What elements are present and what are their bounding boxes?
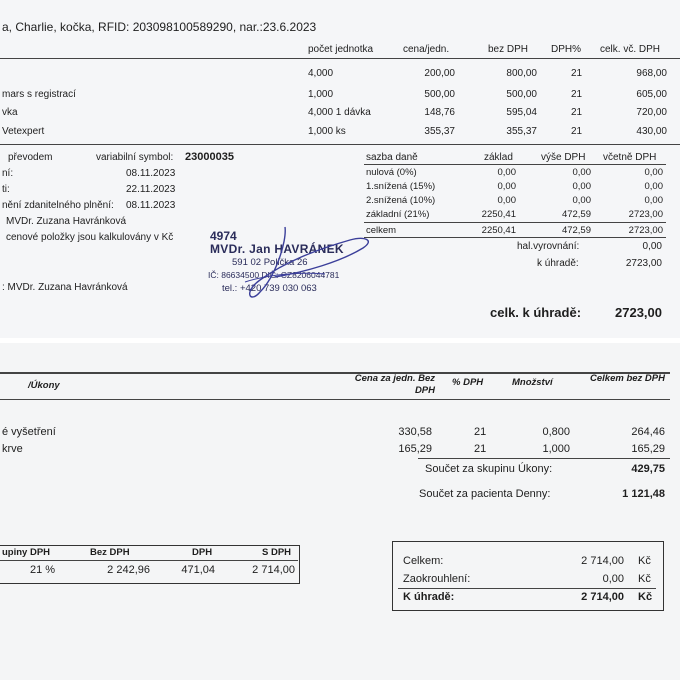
vat-sum-vat: 471,04 bbox=[181, 564, 215, 576]
item-vat: 21 bbox=[571, 126, 583, 137]
vat-col-rate: sazba daně bbox=[366, 152, 418, 163]
item-vat: 21 bbox=[571, 89, 583, 100]
vat-sum-col-vat: DPH bbox=[192, 547, 213, 558]
item-qty: 4,000 1 dávka bbox=[308, 107, 371, 118]
table-header-rule bbox=[0, 58, 680, 59]
due-date: 22.11.2023 bbox=[126, 184, 176, 195]
stamp-ids: IČ: 86634500 DIČ: CZ8206044781 bbox=[208, 270, 340, 280]
rounding-currency: Kč bbox=[638, 573, 651, 585]
vat-bottom-rule bbox=[364, 237, 666, 238]
col-net-header: bez DPH bbox=[488, 44, 529, 55]
signer-name: : MVDr. Zuzana Havránková bbox=[2, 282, 128, 293]
stamp-number: 4974 bbox=[210, 229, 237, 243]
rounding-label: hal.vyrovnání: bbox=[517, 241, 580, 252]
issuer-name: MVDr. Zuzana Havránková bbox=[6, 216, 127, 227]
topay-label: k úhradě: bbox=[537, 258, 579, 269]
taxable-date: 08.11.2023 bbox=[126, 200, 176, 211]
vat-header-rule bbox=[364, 164, 666, 165]
col-vat-header: % DPH bbox=[452, 377, 484, 388]
vat-sum-net: 2 242,96 bbox=[107, 564, 150, 576]
stamp-address: 591 02 Polička 26 bbox=[232, 257, 308, 268]
header-bottom-rule bbox=[0, 399, 670, 400]
col-services-header: /Úkony bbox=[28, 380, 60, 391]
group-sum-rule bbox=[418, 458, 670, 459]
total-currency: Kč bbox=[638, 555, 651, 567]
vat-col-vat: výše DPH bbox=[541, 152, 586, 163]
vat-sum-col-gross: S DPH bbox=[262, 547, 292, 558]
item-net: 595,04 bbox=[506, 107, 537, 118]
col-total-header: Celkem bez DPH bbox=[590, 373, 665, 384]
totals-rule bbox=[398, 588, 656, 589]
grand-total-value: 2723,00 bbox=[615, 305, 662, 320]
item-name: Vetexpert bbox=[2, 126, 45, 137]
vat-rate-label: základní (21%) bbox=[366, 209, 430, 220]
vat-rate-label: 2.snížená (10%) bbox=[366, 195, 436, 206]
service-qty: 1,000 bbox=[542, 443, 570, 455]
service-total: 264,46 bbox=[631, 426, 665, 438]
item-total: 605,00 bbox=[636, 89, 667, 100]
vat-sum-col-net: Bez DPH bbox=[90, 547, 130, 558]
to-pay-currency: Kč bbox=[638, 591, 653, 603]
taxable-label: nění zdanitelného plnění: bbox=[2, 200, 114, 211]
signature-scribble bbox=[215, 222, 390, 312]
vat-base: 0,00 bbox=[497, 167, 516, 178]
to-pay-label: K úhradě: bbox=[403, 591, 455, 603]
patient-sum-value: 1 121,48 bbox=[622, 488, 665, 500]
item-name: vka bbox=[2, 107, 18, 118]
item-price: 355,37 bbox=[424, 126, 455, 137]
vat-sum-gross: 2 714,00 bbox=[252, 564, 295, 576]
vat-summary-rule bbox=[0, 560, 298, 561]
to-pay-value: 2 714,00 bbox=[581, 591, 624, 603]
vat-sum-base: 2250,41 bbox=[481, 225, 516, 236]
vat-amount: 472,59 bbox=[561, 209, 591, 220]
item-price: 148,76 bbox=[424, 107, 455, 118]
vat-total: 2723,00 bbox=[628, 209, 663, 220]
item-net: 500,00 bbox=[506, 89, 537, 100]
vat-amount: 0,00 bbox=[572, 167, 591, 178]
vat-base: 2250,41 bbox=[481, 209, 516, 220]
service-qty: 0,800 bbox=[542, 426, 570, 438]
vs-value: 23000035 bbox=[185, 151, 234, 163]
table-bottom-rule bbox=[0, 144, 680, 145]
item-qty: 1,000 bbox=[308, 89, 334, 100]
vat-base: 0,00 bbox=[497, 181, 516, 192]
rounding-value: 0,00 bbox=[602, 573, 624, 585]
item-net: 355,37 bbox=[506, 126, 537, 137]
item-price: 200,00 bbox=[424, 68, 455, 79]
header-top-rule bbox=[0, 372, 670, 374]
issued-date: 08.11.2023 bbox=[126, 168, 176, 179]
item-total: 430,00 bbox=[636, 126, 667, 137]
vat-col-total: včetně DPH bbox=[603, 152, 657, 163]
vat-total: 0,00 bbox=[644, 195, 663, 206]
vat-total: 0,00 bbox=[644, 167, 663, 178]
stamp-phone: tel.: +420 739 030 063 bbox=[222, 283, 317, 294]
currency-note: cenové položky jsou kalkulovány v Kč bbox=[6, 232, 174, 243]
vat-base: 0,00 bbox=[497, 195, 516, 206]
vat-total: 0,00 bbox=[644, 181, 663, 192]
total-value: 2 714,00 bbox=[581, 555, 624, 567]
vat-rate-label: 1.snížená (15%) bbox=[366, 181, 436, 192]
service-total: 165,29 bbox=[631, 443, 665, 455]
service-name: é vyšetření bbox=[2, 426, 56, 438]
group-sum-value: 429,75 bbox=[631, 463, 665, 475]
grand-total-label: celk. k úhradě: bbox=[490, 305, 582, 320]
vat-amount: 0,00 bbox=[572, 181, 591, 192]
invoice-top-section bbox=[0, 0, 680, 338]
service-name: krve bbox=[2, 443, 23, 455]
vat-sum-rule bbox=[364, 222, 666, 223]
patient-sum-label: Součet za pacienta Denny: bbox=[419, 488, 551, 500]
vat-sum-rate: 21 % bbox=[30, 564, 56, 576]
due-label: ti: bbox=[2, 184, 10, 195]
item-vat: 21 bbox=[571, 107, 583, 118]
service-price: 330,58 bbox=[398, 426, 432, 438]
total-label: Celkem: bbox=[403, 555, 444, 567]
item-price: 500,00 bbox=[424, 89, 455, 100]
rounding-label: Zaokrouhlení: bbox=[403, 573, 471, 585]
vat-sum-col-rate: upiny DPH bbox=[2, 547, 51, 558]
vat-rate-label: nulová (0%) bbox=[366, 167, 417, 178]
item-total: 720,00 bbox=[636, 107, 667, 118]
topay-value: 2723,00 bbox=[625, 258, 662, 269]
col-qty-header: Množství bbox=[512, 377, 553, 388]
col-qty-header: počet jednotka bbox=[308, 44, 374, 55]
patient-header-line: a, Charlie, kočka, RFID: 203098100589290, nar.:23.6.2023 bbox=[2, 20, 317, 34]
item-total: 968,00 bbox=[636, 68, 667, 79]
col-total-header: celk. vč. DPH bbox=[600, 44, 661, 55]
issued-label: ní: bbox=[2, 168, 14, 179]
vat-sum-label: celkem bbox=[366, 225, 397, 236]
vat-sum-vat: 472,59 bbox=[561, 225, 591, 236]
item-vat: 21 bbox=[571, 68, 583, 79]
item-name: mars s registrací bbox=[2, 89, 76, 100]
service-vat: 21 bbox=[474, 426, 487, 438]
vat-amount: 0,00 bbox=[572, 195, 591, 206]
item-net: 800,00 bbox=[506, 68, 537, 79]
service-price: 165,29 bbox=[398, 443, 432, 455]
service-vat: 21 bbox=[474, 443, 487, 455]
stamp-name: MVDr. Jan HAVRÁNEK bbox=[210, 242, 344, 256]
col-unit-price-header: Cena za jedn. Bez DPH bbox=[354, 373, 435, 396]
invoice-bottom-section bbox=[0, 343, 680, 680]
col-price-header: cena/jedn. bbox=[403, 44, 450, 55]
payment-method: převodem bbox=[8, 152, 53, 163]
vat-sum-total: 2723,00 bbox=[628, 225, 663, 236]
vs-label: variabilní symbol: bbox=[96, 152, 174, 163]
rounding-value: 0,00 bbox=[642, 241, 662, 252]
item-qty: 4,000 bbox=[308, 68, 334, 79]
item-qty: 1,000 ks bbox=[308, 126, 346, 137]
group-sum-label: Součet za skupinu Úkony: bbox=[425, 463, 553, 475]
col-vat-header: DPH% bbox=[551, 44, 582, 55]
vat-col-base: základ bbox=[484, 152, 513, 163]
